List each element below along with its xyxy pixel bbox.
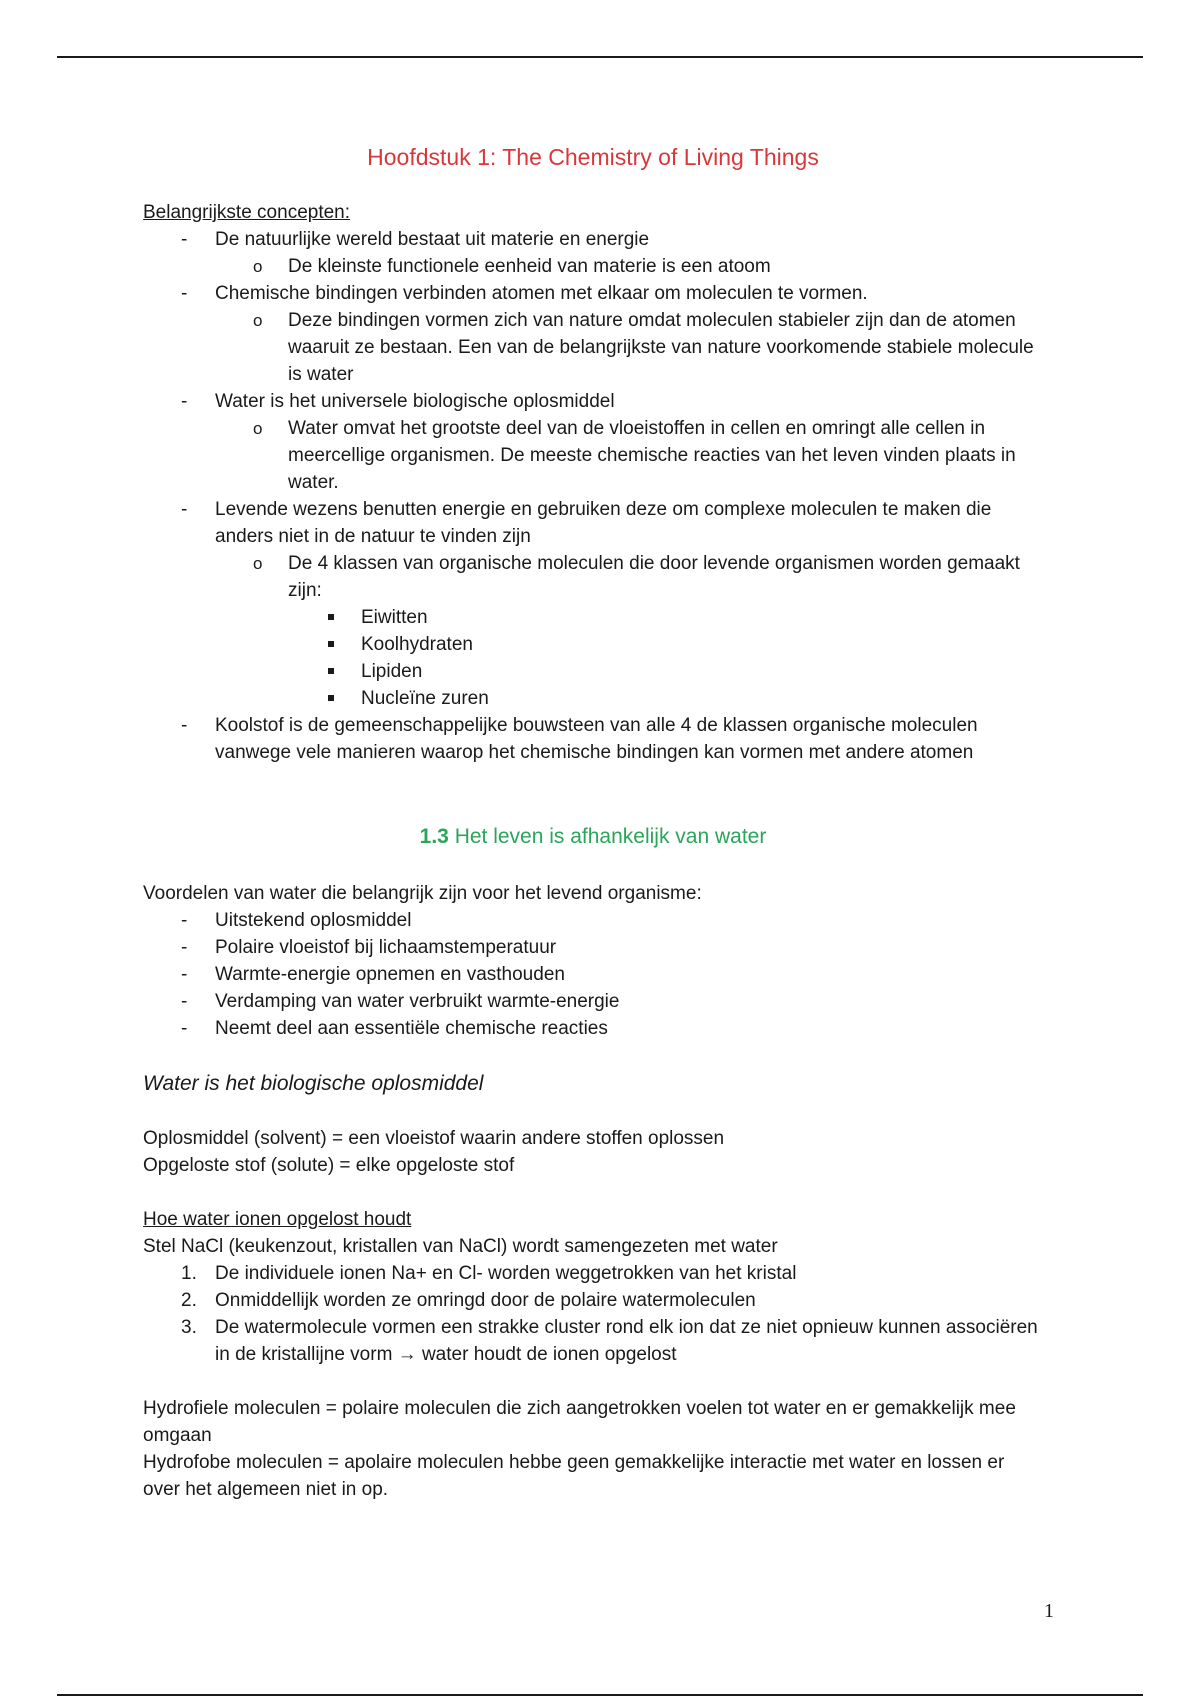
step-item: 2. Onmiddellijk worden ze omringd door de polaire watermoleculen xyxy=(181,1290,756,1311)
section-number: 1.3 xyxy=(419,825,449,848)
advantage-item: - Verdamping van water verbruikt warmte-energie xyxy=(143,988,1043,1015)
hydrophilic-definition: Hydrofiele moleculen = polaire moleculen die zich aangetrokken voelen tot water en er gemakkelijk mee omgaan xyxy=(143,1398,1016,1446)
hydrophobic-definition: Hydrofobe moleculen = apolaire moleculen hebbe geen gemakkelijke interactie met water en lossen er over het algemeen niet in op. xyxy=(143,1452,1005,1500)
concept-subitem: o De 4 klassen van organische moleculen die door levende organismen worden gemaakt zijn: Eiwitten Koolhydraten Lipiden Nucleïne zuren xyxy=(143,550,1043,712)
concepts-list xyxy=(143,226,1043,766)
concept-item: - Levende wezens benutten energie en gebruiken deze om complexe moleculen te maken die anders niet in de natuur te vinden zijn o De 4 klassen van organische moleculen die door levende organismen worden gemaakt zijn: Eiwitten Koolhydraten Lipiden Nucleïne zuren xyxy=(143,496,1043,712)
solvent-subheading: Water is het biologische oplosmiddel xyxy=(143,1072,484,1095)
molecule-class-item: Nucleïne zuren xyxy=(143,685,1043,712)
molecule-class-item: Koolhydraten xyxy=(143,631,1043,658)
solute-definition: Opgeloste stof (solute) = elke opgeloste stof xyxy=(143,1155,515,1176)
concept-subitem: o Deze bindingen vormen zich van nature omdat moleculen stabieler zijn dan de atomen waaruit ze bestaan. Een van de belangrijkste van nature voorkomende stabiele molecule is water xyxy=(143,307,1043,388)
solvent-definition: Oplosmiddel (solvent) = een vloeistof waarin andere stoffen oplossen xyxy=(143,1128,725,1149)
concept-item: - Koolstof is de gemeenschappelijke bouwsteen van alle 4 de klassen organische moleculen vanwege vele manieren waarop het chemische bindingen kan vormen met andere atomen xyxy=(143,712,1043,766)
page-number: 1 xyxy=(1044,1600,1054,1622)
molecule-class-item: Eiwitten xyxy=(143,604,1043,631)
advantage-item: - Polaire vloeistof bij lichaamstemperatuur xyxy=(143,934,1043,961)
document-page xyxy=(143,140,1043,1503)
advantages-intro: Voordelen van water die belangrijk zijn voor het levend organisme: xyxy=(143,883,702,904)
molecule-class-item: Lipiden xyxy=(143,658,1043,685)
section-title-text: Het leven is afhankelijk van water xyxy=(454,825,767,848)
concepts-heading: Belangrijkste concepten: xyxy=(143,202,351,223)
concept-item: - De natuurlijke wereld bestaat uit materie en energie o De kleinste functionele eenheid van materie is een atoom xyxy=(143,226,1043,280)
advantage-item: - Uitstekend oplosmiddel xyxy=(143,907,1043,934)
concept-item: - Water is het universele biologische oplosmiddel o Water omvat het grootste deel van de vloeistoffen in cellen en omringt alle cellen in meercellige organismen. De meeste chemische reacties van het leven vinden plaats in water. xyxy=(143,388,1043,496)
bottom-rule xyxy=(57,1694,1143,1696)
section-title xyxy=(143,820,1043,854)
ions-heading: Hoe water ionen opgelost houdt xyxy=(143,1209,412,1230)
advantage-item: - Warmte-energie opnemen en vasthouden xyxy=(143,961,1043,988)
concept-item: - Chemische bindingen verbinden atomen met elkaar om moleculen te vormen. o Deze bindingen vormen zich van nature omdat moleculen stabieler zijn dan de atomen waaruit ze bestaan. Een van de belangrijkste van nature voorkomende stabiele molecule is water xyxy=(143,280,1043,388)
concept-subitem: o Water omvat het grootste deel van de vloeistoffen in cellen en omringt alle cellen in meercellige organismen. De meeste chemische reacties van het leven vinden plaats in water. xyxy=(143,415,1043,496)
advantage-item: - Neemt deel aan essentiële chemische reacties xyxy=(143,1015,1043,1042)
top-rule xyxy=(57,56,1143,58)
step-item: 1. De individuele ionen Na+ en Cl- worden weggetrokken van het kristal xyxy=(181,1263,797,1284)
step-item: 3. De watermolecule vormen een strakke cluster rond elk ion dat ze niet opnieuw kunnen associëren in de kristallijne vorm → water houdt de ionen opgelost xyxy=(181,1317,1038,1365)
concept-subitem: o De kleinste functionele eenheid van materie is een atoom xyxy=(143,253,1043,280)
advantages-list xyxy=(143,907,1043,1042)
chapter-title: Hoofdstuk 1: The Chemistry of Living Things xyxy=(367,144,819,170)
ions-steps xyxy=(143,1260,1043,1368)
ions-intro: Stel NaCl (keukenzout, kristallen van NaCl) wordt samengezeten met water xyxy=(143,1236,778,1257)
